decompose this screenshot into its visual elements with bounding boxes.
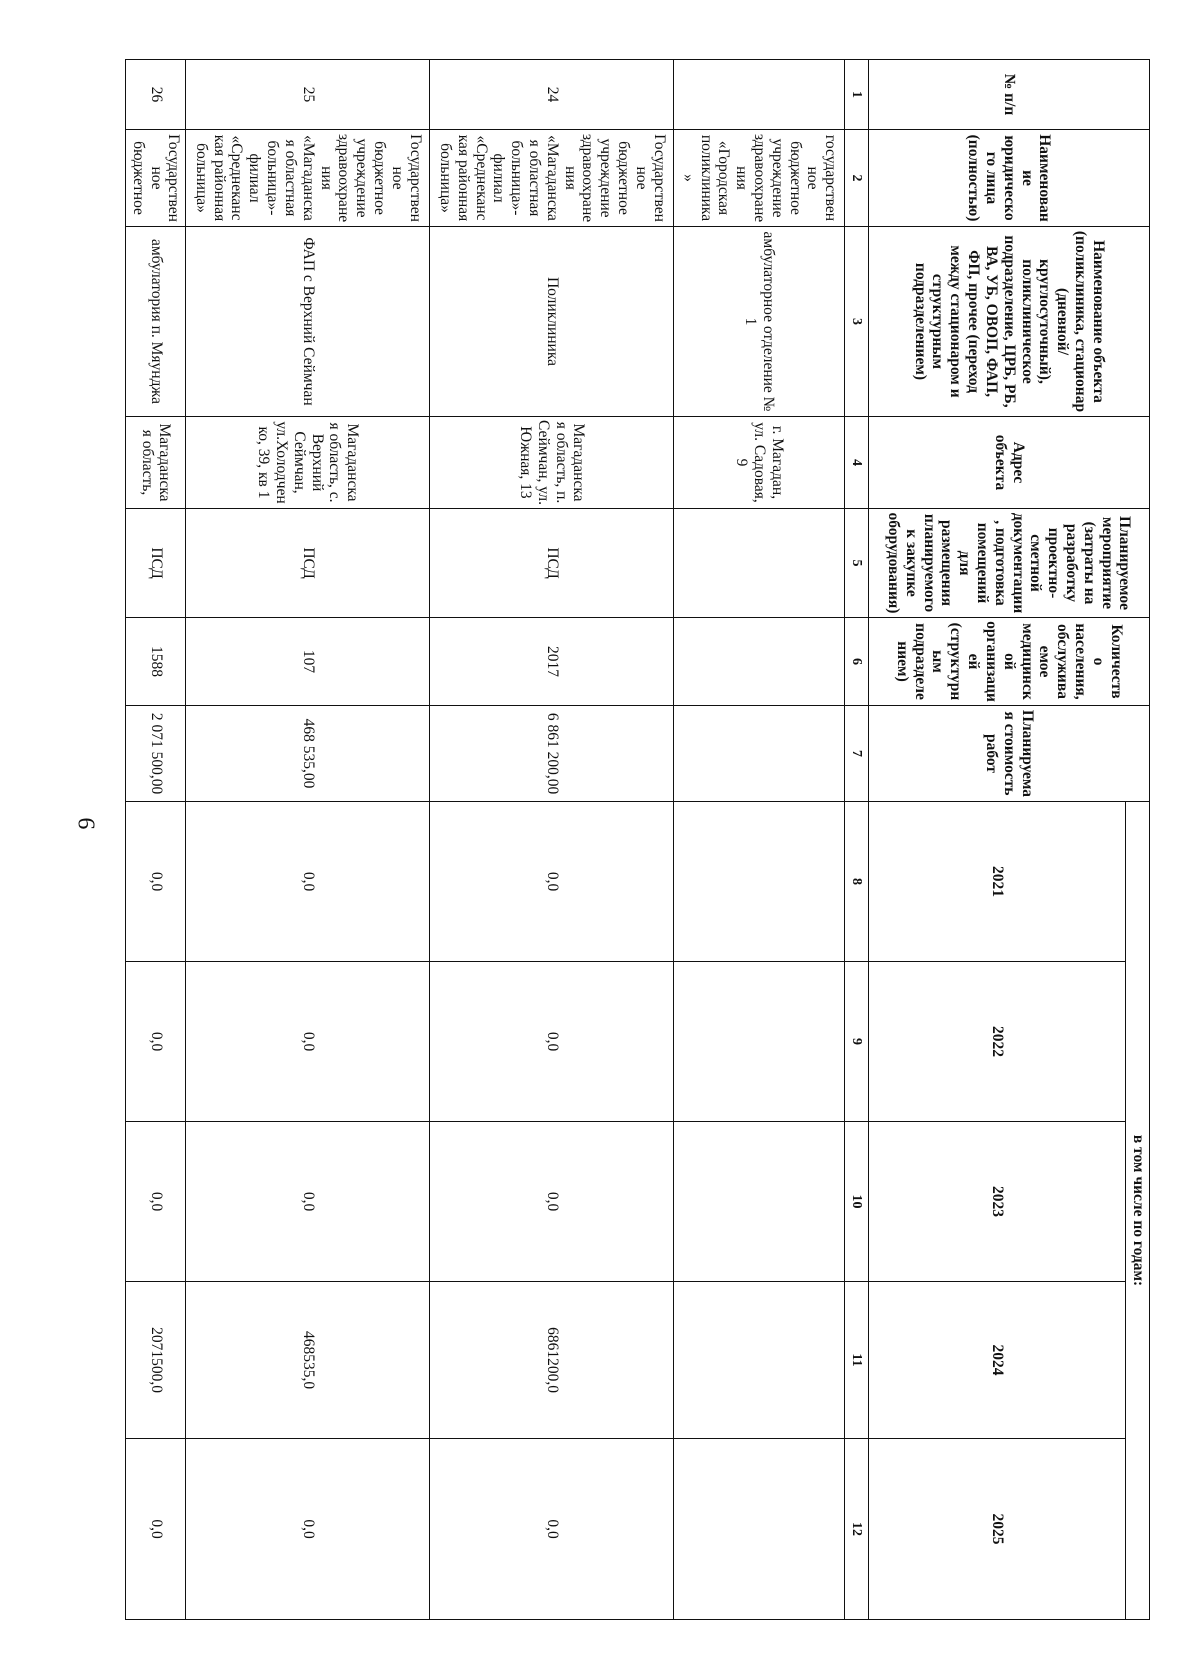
header-address: Адрес объекта <box>868 417 1149 509</box>
year-2022-cell: 0,0 <box>186 962 430 1122</box>
address-cell: г. Магадан, ул. Садовая, 9 <box>674 417 845 509</box>
year-2023-cell <box>674 1122 845 1282</box>
document-table-wrapper <box>125 59 1150 1619</box>
address-cell: Магаданская область, п. Сеймчан, ул. Южная, 13 <box>430 417 674 509</box>
header-legal-entity: Наименование юридического лица (полностью) <box>868 130 1149 227</box>
column-number: 2 <box>844 130 868 227</box>
year-2023-cell: 0,0 <box>186 1122 430 1282</box>
column-number: 4 <box>844 417 868 509</box>
header-years-group: в том числе по годам: <box>1126 802 1150 1620</box>
column-number: 3 <box>844 227 868 417</box>
year-2024-cell <box>674 1282 845 1439</box>
legal-entity-cell: государственное бюджетное учреждение здравоохранения «Городская поликлиника» <box>674 130 845 227</box>
year-2025-cell: 0,0 <box>186 1439 430 1620</box>
year-2025-cell: 0,0 <box>430 1439 674 1620</box>
column-number: 8 <box>844 802 868 962</box>
column-number: 6 <box>844 618 868 706</box>
column-number: 10 <box>844 1122 868 1282</box>
table-row <box>126 60 186 1620</box>
year-2022-cell <box>674 962 845 1122</box>
year-2021-cell: 0,0 <box>430 802 674 962</box>
column-number: 1 <box>844 60 868 130</box>
header-population: Количество населения, обслуживаемое медицинской организацией (структурным подразделением) <box>868 618 1149 706</box>
header-object-name: Наименование объекта (поликлиника, стационар (дневной/круглосуточный), поликлиническое подразделение, ЦРБ, РБ, ВА, УБ, ОВОП, ФАП, ФП, прочее (переход между стационаром и структурным подразделением) <box>868 227 1149 417</box>
row-number: 26 <box>126 60 186 130</box>
year-2025-cell <box>674 1439 845 1620</box>
column-number: 5 <box>844 509 868 618</box>
legal-entity-cell: Государственное бюджетное учреждение здравоохранения «Магаданская областная больница»- филиал «Среднеканская районная больница» <box>430 130 674 227</box>
legal-entity-cell: Государственное бюджетное <box>126 130 186 227</box>
year-2023-cell: 0,0 <box>126 1122 186 1282</box>
year-2024-cell: 6861200,0 <box>430 1282 674 1439</box>
page-number: 9 <box>74 817 101 830</box>
header-year-2023: 2023 <box>868 1122 1126 1282</box>
year-2025-cell: 0,0 <box>126 1439 186 1620</box>
object-name-cell: амбулатория п. Мяунджа <box>126 227 186 417</box>
address-cell: Магаданская область, <box>126 417 186 509</box>
row-number: 25 <box>186 60 430 130</box>
header-year-2021: 2021 <box>868 802 1126 962</box>
year-2021-cell: 0,0 <box>126 802 186 962</box>
year-2024-cell: 468535,0 <box>186 1282 430 1439</box>
object-name-cell: Поликлиника <box>430 227 674 417</box>
population-cell: 1588 <box>126 618 186 706</box>
header-year-2022: 2022 <box>868 962 1126 1122</box>
cost-cell: 2 071 500,00 <box>126 706 186 802</box>
header-number: № п/п <box>868 60 1149 130</box>
header-year-2025: 2025 <box>868 1439 1126 1620</box>
header-planned-event: Планируемое мероприятие (затраты на разработку проектно-сметной документации, подготовка помещений для размещения планируемого к закупке оборудования) <box>868 509 1149 618</box>
event-cell <box>674 509 845 618</box>
event-cell: ПСД <box>430 509 674 618</box>
event-cell: ПСД <box>186 509 430 618</box>
year-2021-cell <box>674 802 845 962</box>
header-planned-cost: Планируемая стоимость работ <box>868 706 1149 802</box>
population-cell: 107 <box>186 618 430 706</box>
population-cell: 2017 <box>430 618 674 706</box>
investment-table <box>125 59 1150 1620</box>
row-number <box>674 60 845 130</box>
column-number: 11 <box>844 1282 868 1439</box>
legal-entity-cell: Государственное бюджетное учреждение здравоохранения «Магаданская областная больница»- филиал «Среднеканская районная больница» <box>186 130 430 227</box>
column-number: 9 <box>844 962 868 1122</box>
year-2023-cell: 0,0 <box>430 1122 674 1282</box>
year-2024-cell: 2071500,0 <box>126 1282 186 1439</box>
object-name-cell: амбулаторное отделение № 1 <box>674 227 845 417</box>
year-2022-cell: 0,0 <box>430 962 674 1122</box>
table-row <box>674 60 845 1620</box>
row-number: 24 <box>430 60 674 130</box>
cost-cell: 6 861 200,00 <box>430 706 674 802</box>
population-cell <box>674 618 845 706</box>
header-year-2024: 2024 <box>868 1282 1126 1439</box>
column-number: 12 <box>844 1439 868 1620</box>
event-cell: ПСД <box>126 509 186 618</box>
cost-cell: 468 535,00 <box>186 706 430 802</box>
column-number: 7 <box>844 706 868 802</box>
cost-cell <box>674 706 845 802</box>
object-name-cell: ФАП с Верхний Сеймчан <box>186 227 430 417</box>
year-2022-cell: 0,0 <box>126 962 186 1122</box>
table-row <box>186 60 430 1620</box>
table-row <box>430 60 674 1620</box>
address-cell: Магаданская область, с. Верхний Сеймчан, ул.Холодченко, 39, кв 1 <box>186 417 430 509</box>
year-2021-cell: 0,0 <box>186 802 430 962</box>
